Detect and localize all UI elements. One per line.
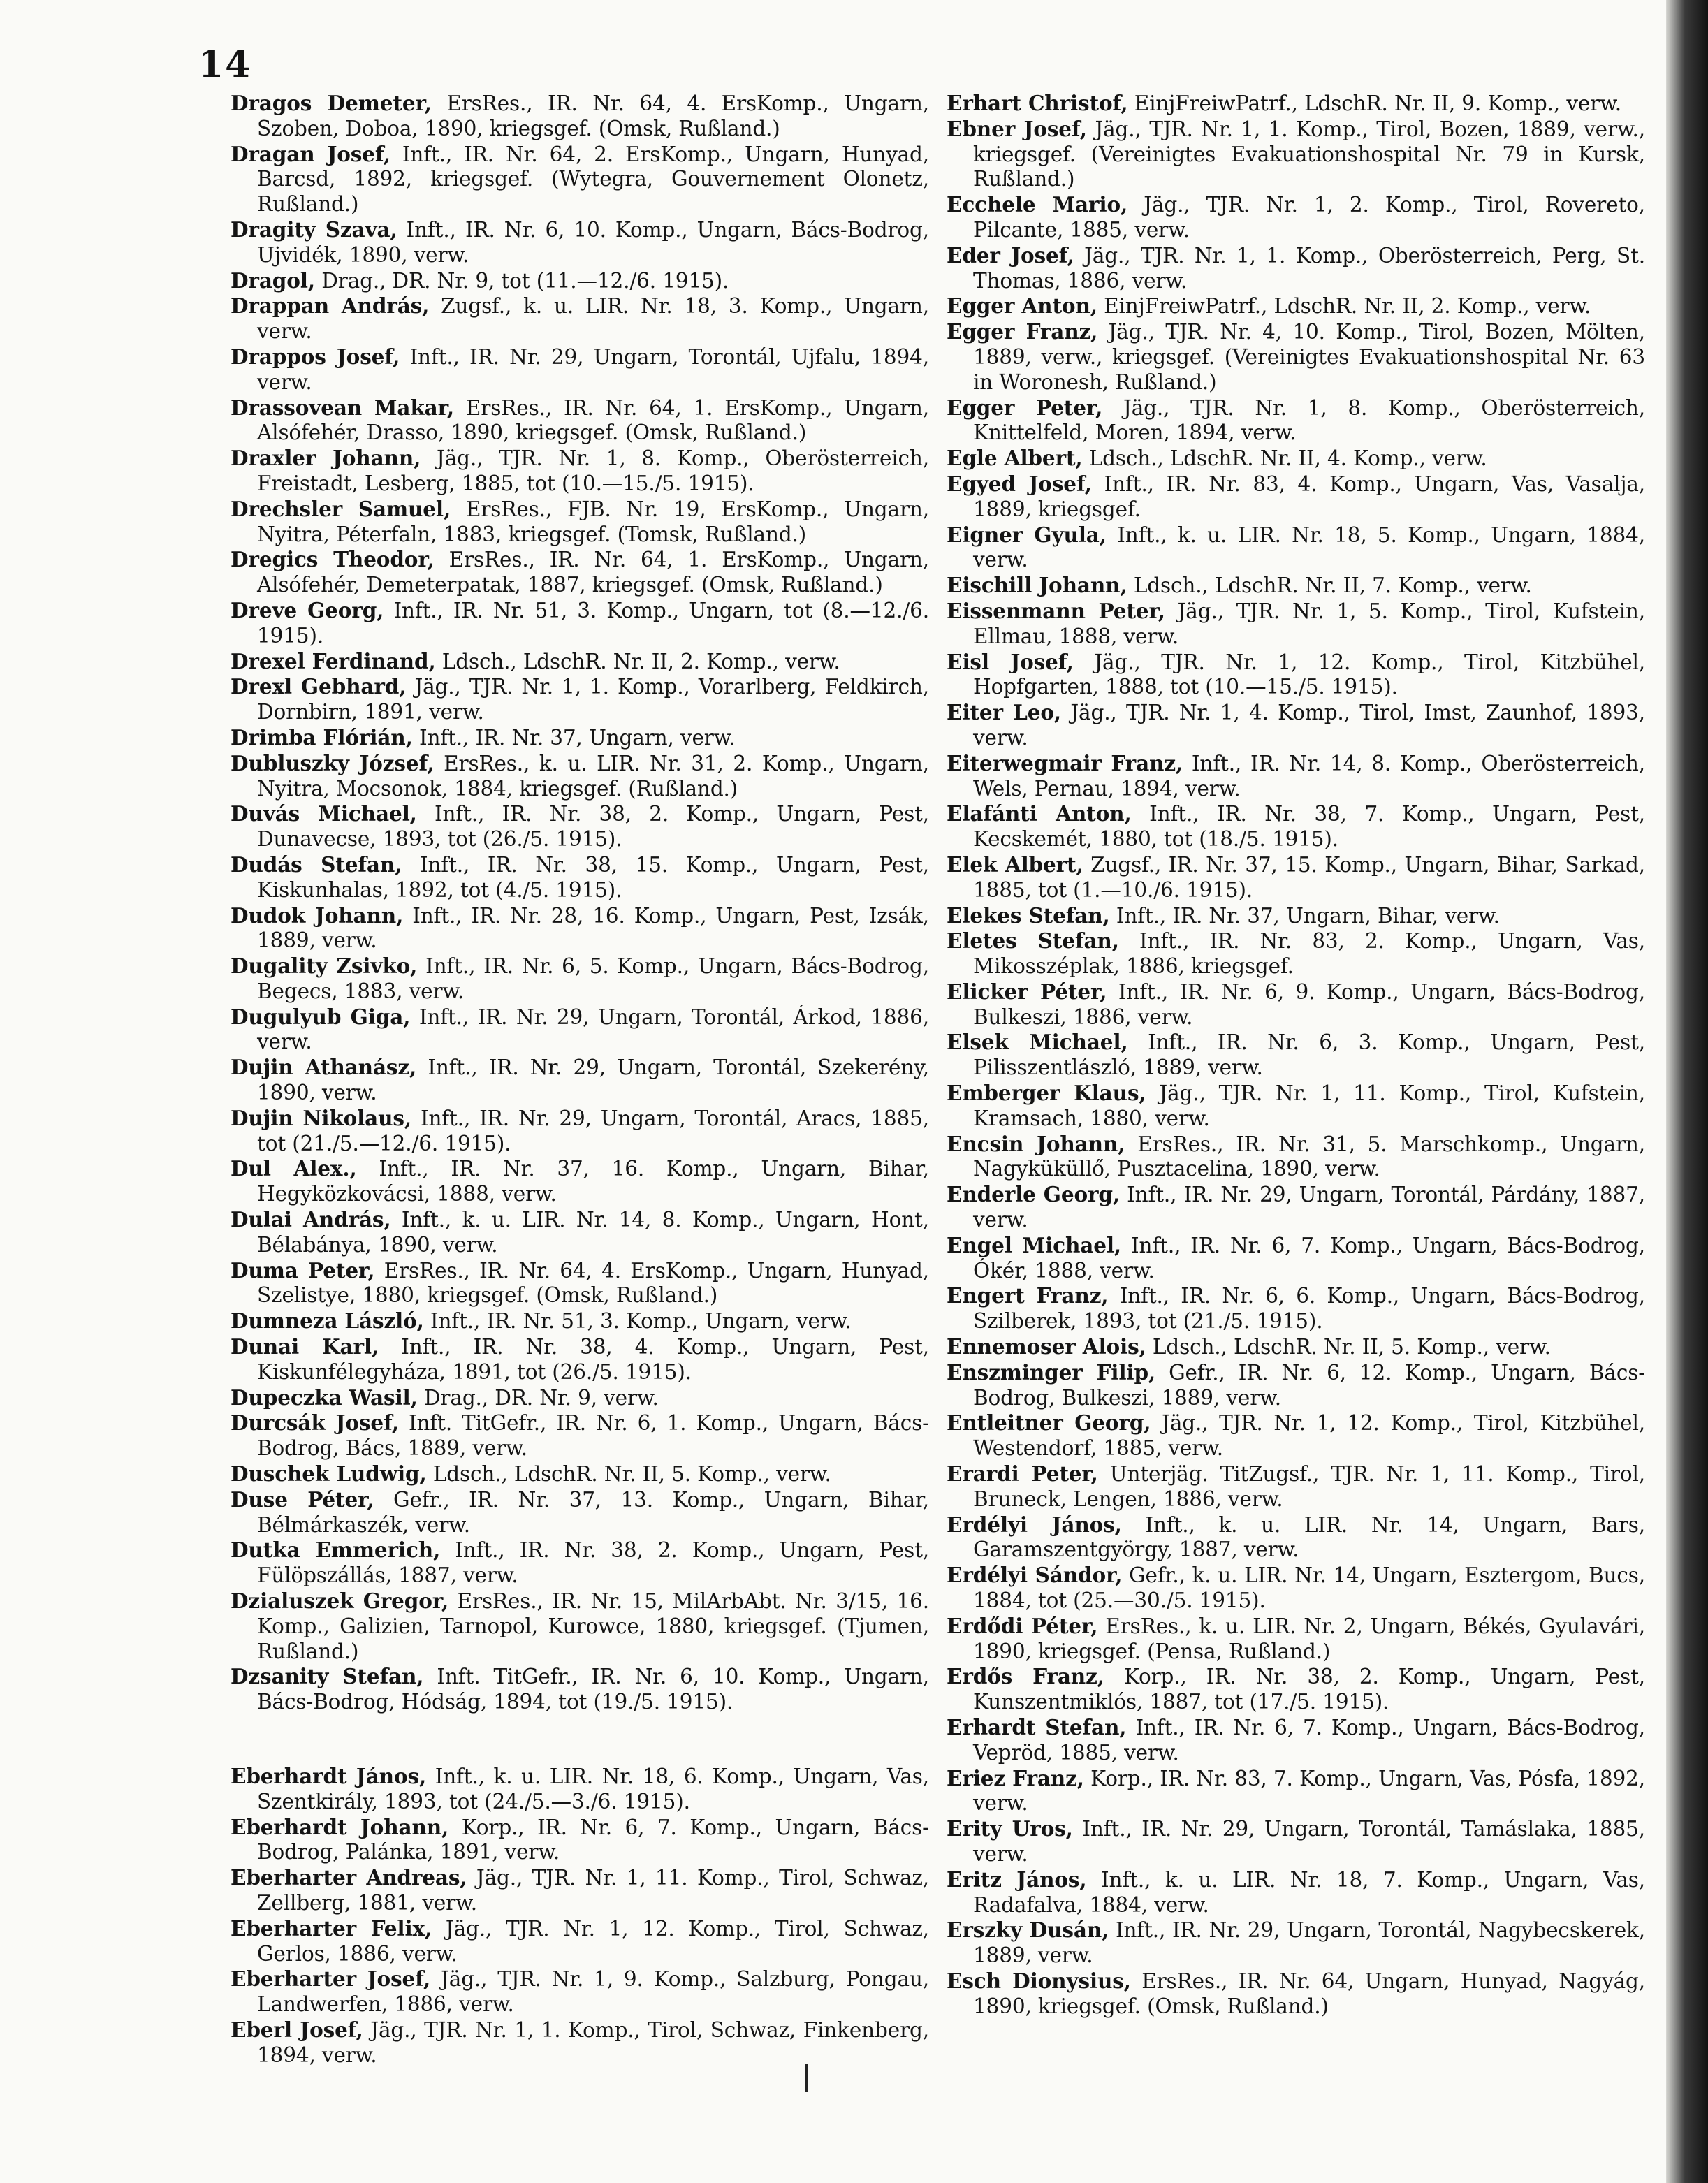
entry-name: Erdős Franz,: [947, 1664, 1104, 1689]
entry-name: Erity Uros,: [947, 1816, 1073, 1841]
register-entry: [947, 928, 1645, 979]
entry-name: Eberhardt János,: [231, 1764, 427, 1788]
entry-name: Eder Josef,: [947, 242, 1074, 268]
entry-name: Duschek Ludwig,: [231, 1461, 427, 1487]
entry-name: Drexl Gebhard,: [231, 674, 407, 699]
entry-name: Dunai Karl,: [231, 1334, 379, 1359]
register-entry: [947, 573, 1645, 599]
entry-details: Jäg., TJR. Nr. 1, 2. Komp., Tirol, Rovereto, Pilcante, 1885, verw.: [973, 193, 1645, 242]
entry-details: Jäg., TJR. Nr. 1, 9. Komp., Salzburg, Pongau, Landwerfen, 1886, verw.: [257, 1967, 929, 2017]
entry-details: Inft., IR. Nr. 38, 2. Komp., Ungarn, Pest, Dunavecse, 1893, tot (26./5. 1915).: [257, 802, 930, 852]
register-entry: [231, 903, 929, 954]
entries-e-block: [231, 1764, 929, 2068]
entry-details: Inft., k. u. LIR. Nr. 14, Ungarn, Bars, Garamszentgyörgy, 1887, verw.: [973, 1512, 1645, 1562]
register-entry: [947, 650, 1645, 701]
entry-name: Entleitner Georg,: [947, 1410, 1151, 1436]
register-entry: [947, 1816, 1645, 1867]
entry-name: Dragos Demeter,: [231, 91, 432, 115]
entry-details: Inft., IR. Nr. 83, 2. Komp., Ungarn, Vas, Mikosszéplak, 1886, kriegsgef.: [973, 929, 1646, 979]
entry-details: Ldsch., LdschR. Nr. II, 7. Komp., verw.: [1133, 574, 1532, 598]
entry-name: Erdődi Péter,: [947, 1613, 1098, 1638]
register-entry: [231, 801, 929, 852]
register-entry: [231, 954, 929, 1005]
register-entry: [231, 1966, 929, 2017]
entry-name: Eriez Franz,: [947, 1765, 1084, 1790]
entry-name: Drexel Ferdinand,: [231, 648, 436, 673]
register-entry: [231, 1764, 929, 1815]
register-entry: [231, 91, 929, 142]
entry-name: Elsek Michael,: [947, 1030, 1128, 1055]
entry-name: Eletes Stefan,: [947, 928, 1119, 954]
entry-details: ErsRes., IR. Nr. 15, MilArbAbt. Nr. 3/15, 16. Komp., Galizien, Tarnopol, Kurowce, 1880, kriegsgef. (Tjumen, Rußland.): [257, 1589, 929, 1663]
register-entry: [947, 1715, 1645, 1766]
entry-details: Ldsch., LdschR. Nr. II, 4. Komp., verw.: [1088, 446, 1487, 471]
entry-name: Dumneza László,: [231, 1308, 424, 1334]
register-entry: [231, 1207, 929, 1258]
register-entry: [231, 674, 929, 725]
register-entry: [231, 1005, 929, 1056]
entry-name: Engert Franz,: [947, 1283, 1109, 1308]
register-entry: [947, 1030, 1645, 1081]
register-entry: [947, 852, 1645, 903]
register-entry: [947, 1512, 1645, 1563]
register-entry: [231, 446, 929, 497]
entry-details: Drag., DR. Nr. 9, verw.: [423, 1385, 659, 1410]
entry-name: Dupeczka Wasil,: [231, 1385, 418, 1410]
entry-name: Egger Anton,: [947, 293, 1097, 319]
entry-details: Jäg., TJR. Nr. 1, 8. Komp., Oberösterreich, Knittelfeld, Moren, 1894, verw.: [973, 395, 1645, 445]
entry-details: Inft., IR. Nr. 6, 7. Komp., Ungarn, Bács-Bodrog, Vepröd, 1885, verw.: [973, 1716, 1645, 1765]
entry-details: ErsRes., k. u. LIR. Nr. 31, 2. Komp., Ungarn, Nyitra, Mocsonok, 1884, kriegsgef. (Rußland.): [257, 751, 929, 801]
register-entry: [231, 725, 929, 751]
register-entry: [947, 903, 1645, 929]
entry-name: Dreve Georg,: [231, 597, 384, 622]
entry-name: Drechsler Samuel,: [231, 496, 451, 521]
entry-details: Zugsf., IR. Nr. 37, 15. Komp., Ungarn, Bihar, Sarkad, 1885, tot (1.—10./6. 1915).: [973, 852, 1645, 902]
entry-details: Inft., k. u. LIR. Nr. 14, 8. Komp., Ungarn, Hont, Bélabánya, 1890, verw.: [257, 1208, 929, 1257]
entry-name: Eberharter Andreas,: [231, 1865, 467, 1890]
gutter-mark: [805, 2064, 808, 2092]
entry-details: Inft., IR. Nr. 6, 3. Komp., Ungarn, Pest, Pilisszentlászló, 1889, verw.: [973, 1030, 1645, 1080]
entry-name: Enszminger Filip,: [947, 1359, 1156, 1385]
entry-name: Egger Peter,: [947, 395, 1103, 420]
entry-name: Emberger Klaus,: [947, 1081, 1146, 1106]
entry-details: ErsRes., k. u. LIR. Nr. 2, Ungarn, Békés, Gyulavári, 1890, kriegsgef. (Pensa, Rußland.): [973, 1614, 1645, 1663]
entry-name: Ennemoser Alois,: [947, 1334, 1146, 1359]
entry-details: Jäg., TJR. Nr. 1, 11. Komp., Tirol, Schwaz, Zellberg, 1881, verw.: [257, 1866, 929, 1915]
entry-name: Eisl Josef,: [947, 649, 1074, 674]
register-entry: [231, 1865, 929, 1916]
entry-name: Duvás Michael,: [231, 801, 417, 826]
entry-name: Drappos Josef,: [231, 344, 400, 369]
register-entry: [231, 547, 929, 598]
entry-details: ErsRes., IR. Nr. 64, 4. ErsKomp., Ungarn, Szoben, Doboa, 1890, kriegsgef. (Omsk, Rußland.): [257, 92, 929, 140]
entry-details: ErsRes., FJB. Nr. 19, ErsKomp., Ungarn, Nyitra, Péterfaln, 1883, kriegsgef. (Tomsk, Rußland.): [257, 497, 929, 546]
entry-details: Jäg., TJR. Nr. 1, 12. Komp., Tirol, Kitzbühel, Westendorf, 1885, verw.: [973, 1411, 1645, 1461]
entry-details: Inft., IR. Nr. 37, Ungarn, verw.: [418, 725, 736, 750]
entry-name: Eberharter Josef,: [231, 1966, 431, 1992]
entry-name: Eissenmann Peter,: [947, 598, 1165, 623]
entry-name: Enderle Georg,: [947, 1182, 1120, 1207]
entry-name: Dragol,: [231, 268, 315, 293]
entry-name: Durcsák Josef,: [231, 1410, 399, 1436]
entry-name: Elafánti Anton,: [947, 801, 1132, 826]
entry-details: Jäg., TJR. Nr. 1, 12. Komp., Tirol, Schwaz, Gerlos, 1886, verw.: [257, 1916, 930, 1966]
entry-name: Egger Franz,: [947, 319, 1098, 344]
page-edge-shadow: [1666, 0, 1708, 2183]
entry-name: Dragity Szava,: [231, 217, 397, 242]
register-entry: [947, 1563, 1645, 1614]
entry-details: EinjFreiwPatrf., LdschR. Nr. II, 9. Komp., verw.: [1134, 92, 1621, 115]
entry-details: Inft., IR. Nr. 6, 9. Komp., Ungarn, Bács-Bodrog, Bulkeszi, 1886, verw.: [973, 979, 1645, 1029]
register-entry: [947, 117, 1645, 192]
entry-details: Jäg., TJR. Nr. 1, 12. Komp., Tirol, Kitzbühel, Hopfgarten, 1888, tot (10.—15./5. 1915).: [973, 650, 1646, 699]
entry-name: Engel Michael,: [947, 1232, 1122, 1257]
register-entry: [947, 1867, 1645, 1918]
entry-details: Zugsf., k. u. LIR. Nr. 18, 3. Komp., Ungarn, verw.: [257, 294, 930, 344]
register-entry: [231, 1385, 929, 1411]
register-entry: [947, 1461, 1645, 1512]
entry-details: Inft., IR. Nr. 6, 5. Komp., Ungarn, Bács-Bodrog, Begecs, 1883, verw.: [257, 954, 929, 1003]
entry-name: Dzsanity Stefan,: [231, 1664, 424, 1689]
section-gap: [231, 1715, 929, 1764]
entry-name: Egyed Josef,: [947, 471, 1092, 496]
register-entry: [231, 1334, 929, 1385]
entry-details: Jäg., TJR. Nr. 1, 1. Komp., Vorarlberg, Feldkirch, Dornbirn, 1891, verw.: [257, 675, 930, 724]
entry-name: Eiter Leo,: [947, 700, 1061, 725]
entry-details: Inft., k. u. LIR. Nr. 18, 6. Komp., Ungarn, Vas, Szentkirály, 1893, tot (24./5.—3./6. 1915).: [257, 1765, 929, 1813]
entry-details: Inft., IR. Nr. 38, 7. Komp., Ungarn, Pest, Kecskemét, 1880, tot (18./5. 1915).: [973, 802, 1645, 852]
entry-details: Inft., IR. Nr. 29, Ungarn, Torontál, Párdány, 1887, verw.: [973, 1183, 1645, 1232]
entry-details: Inft., IR. Nr. 38, 15. Komp., Ungarn, Pest, Kiskunhalas, 1892, tot (4./5. 1915).: [257, 852, 929, 902]
entry-details: Jäg., TJR. Nr. 4, 10. Komp., Tirol, Bozen, Mölten, 1889, verw., kriegsgef. (Vereinigtes Evakuationshospital Nr. 63 in Woronesh, Rußland.): [973, 320, 1645, 394]
entry-name: Drappan András,: [231, 293, 430, 319]
register-entry: [231, 1308, 929, 1334]
left-column: [231, 91, 929, 2068]
entry-name: Eiterwegmair Franz,: [947, 750, 1183, 775]
entry-name: Dutka Emmerich,: [231, 1538, 441, 1563]
register-entry: [231, 344, 929, 395]
register-entry: [947, 395, 1645, 446]
register-entry: [947, 1969, 1645, 2020]
register-entry: [231, 1258, 929, 1309]
entry-details: Inft., IR. Nr. 37, 16. Komp., Ungarn, Bihar, Hegyközkovácsi, 1888, verw.: [257, 1157, 929, 1206]
entry-name: Dudok Johann,: [231, 903, 404, 928]
entry-name: Draxler Johann,: [231, 446, 421, 471]
register-entry: [231, 142, 929, 217]
entry-details: Inft., IR. Nr. 29, Ungarn, Torontál, Árkod, 1886, verw.: [257, 1005, 929, 1054]
register-entry: [947, 1182, 1645, 1233]
entry-details: EinjFreiwPatrf., LdschR. Nr. II, 2. Komp., verw.: [1104, 294, 1591, 319]
register-entry: [231, 1156, 929, 1207]
entry-name: Esch Dionysius,: [947, 1968, 1131, 1993]
entry-name: Duse Péter,: [231, 1487, 374, 1512]
register-entry: [947, 1918, 1645, 1969]
register-entry: [947, 1334, 1645, 1360]
entry-name: Dulai András,: [231, 1207, 391, 1232]
register-entry: [947, 599, 1645, 650]
entry-name: Elicker Péter,: [947, 979, 1107, 1004]
entry-details: Inft., IR. Nr. 29, Ungarn, Torontál, Ujfalu, 1894, verw.: [257, 344, 929, 394]
entry-name: Encsin Johann,: [947, 1131, 1125, 1156]
entry-details: Inft., k. u. LIR. Nr. 18, 7. Komp., Ungarn, Vas, Radafalva, 1884, verw.: [973, 1867, 1645, 1917]
entry-details: Jäg., TJR. Nr. 1, 11. Komp., Tirol, Kufstein, Kramsach, 1880, verw.: [973, 1081, 1645, 1130]
register-entry: [947, 1360, 1645, 1411]
register-entry: [231, 293, 929, 344]
register-entry: [947, 91, 1645, 117]
entry-name: Eberl Josef,: [231, 2017, 363, 2042]
entry-details: ErsRes., IR. Nr. 64, 1. ErsKomp., Ungarn, Alsófehér, Drasso, 1890, kriegsgef. (Omsk, Rußland.): [257, 395, 929, 445]
entry-name: Drassovean Makar,: [231, 395, 454, 420]
entry-details: Inft., IR. Nr. 6, 7. Komp., Ungarn, Bács-Bodrog, Ókér, 1888, verw.: [973, 1233, 1645, 1283]
entry-details: Inft., IR. Nr. 29, Ungarn, Torontál, Nagybecskerek, 1889, verw.: [973, 1918, 1646, 1968]
entry-details: Korp., IR. Nr. 6, 7. Komp., Ungarn, Bács-Bodrog, Palánka, 1891, verw.: [257, 1815, 929, 1864]
entry-details: Inft. TitGefr., IR. Nr. 6, 1. Komp., Ungarn, Bács-Bodrog, Bács, 1889, verw.: [257, 1411, 929, 1461]
entry-details: ErsRes., IR. Nr. 64, Ungarn, Hunyad, Nagyág, 1890, kriegsgef. (Omsk, Rußland.): [973, 1969, 1645, 2018]
entry-details: Ldsch., LdschR. Nr. II, 5. Komp., verw.: [1152, 1335, 1551, 1359]
register-entry: [947, 801, 1645, 852]
entry-name: Drimba Flórián,: [231, 724, 413, 750]
entry-details: Inft., IR. Nr. 29, Ungarn, Torontál, Aracs, 1885, tot (21./5.—12./6. 1915).: [257, 1106, 929, 1155]
entry-name: Eberhardt Johann,: [231, 1814, 449, 1839]
register-entry: [231, 1055, 929, 1106]
register-entry: [947, 1766, 1645, 1817]
entry-details: Jäg., TJR. Nr. 1, 1. Komp., Tirol, Bozen, 1889, verw., kriegsgef. (Vereinigtes Evakuationshospital Nr. 79 in Kursk, Rußland.): [973, 117, 1645, 191]
entry-name: Elek Albert,: [947, 852, 1083, 877]
entry-name: Eritz János,: [947, 1867, 1087, 1892]
entry-details: Inft., IR. Nr. 38, 4. Komp., Ungarn, Pest, Kiskunfélegyháza, 1891, tot (26./5. 1915).: [257, 1335, 929, 1384]
entry-details: Inft., IR. Nr. 64, 2. ErsKomp., Ungarn, Hunyad, Barcsd, 1892, kriegsgef. (Wytegra, Gouvernement Olonetz, Rußland.): [257, 142, 930, 217]
register-entry: [231, 1410, 929, 1461]
register-entry: [231, 2017, 929, 2068]
register-entry: [231, 852, 929, 903]
register-entry: [231, 497, 929, 548]
register-entry: [231, 1664, 929, 1715]
entry-details: Gefr., k. u. LIR. Nr. 14, Ungarn, Esztergom, Bucs, 1884, tot (25.—30./5. 1915).: [973, 1563, 1646, 1613]
register-entry: [231, 649, 929, 675]
entry-name: Dujin Nikolaus,: [231, 1105, 412, 1130]
entry-details: Korp., IR. Nr. 83, 7. Komp., Ungarn, Vas, Pósfa, 1892, verw.: [973, 1766, 1645, 1816]
register-entry: [947, 1233, 1645, 1284]
entry-details: Korp., IR. Nr. 38, 2. Komp., Ungarn, Pest, Kunszentmiklós, 1887, tot (17./5. 1915).: [973, 1665, 1645, 1714]
entry-details: Jäg., TJR. Nr. 1, 5. Komp., Tirol, Kufstein, Ellmau, 1888, verw.: [973, 599, 1645, 648]
entry-name: Dragan Josef,: [231, 141, 390, 166]
entry-name: Egle Albert,: [947, 446, 1083, 471]
entry-name: Dudás Stefan,: [231, 852, 402, 877]
entry-details: Inft., IR. Nr. 29, Ungarn, Torontál, Szekerény, 1890, verw.: [257, 1056, 930, 1105]
entry-name: Eischill Johann,: [947, 573, 1127, 598]
register-entry: [947, 1410, 1645, 1461]
register-entry: [231, 598, 929, 649]
entry-name: Erdélyi Sándor,: [947, 1563, 1123, 1588]
register-entry: [947, 751, 1645, 802]
entry-name: Dujin Athanász,: [231, 1055, 417, 1080]
entry-name: Erszky Dusán,: [947, 1918, 1109, 1943]
register-entry: [947, 979, 1645, 1030]
right-column: [947, 91, 1645, 2020]
entry-details: Inft., IR. Nr. 83, 4. Komp., Ungarn, Vas, Vasalja, 1889, kriegsgef.: [973, 472, 1645, 521]
entry-name: Dugality Zsivko,: [231, 954, 418, 979]
register-entry: [231, 1487, 929, 1538]
entry-name: Dul Alex.,: [231, 1156, 357, 1181]
entry-name: Ebner Josef,: [947, 116, 1087, 141]
entry-details: Jäg., TJR. Nr. 1, 1. Komp., Tirol, Schwaz, Finkenberg, 1894, verw.: [257, 2017, 929, 2067]
entry-details: Inft., IR. Nr. 51, 3. Komp., Ungarn, verw.: [430, 1309, 852, 1334]
entry-details: Inft., IR. Nr. 29, Ungarn, Torontál, Tamáslaka, 1885, verw.: [973, 1817, 1646, 1866]
entry-details: Unterjäg. TitZugsf., TJR. Nr. 1, 11. Komp., Tirol, Bruneck, Lengen, 1886, verw.: [973, 1462, 1646, 1511]
entry-name: Dubluszky József,: [231, 750, 435, 775]
entry-name: Erhart Christof,: [947, 91, 1128, 115]
entry-name: Dugulyub Giga,: [231, 1004, 411, 1029]
register-entry: [947, 1081, 1645, 1132]
entry-name: Ecchele Mario,: [947, 192, 1128, 217]
register-entry: [947, 1132, 1645, 1183]
entry-details: ErsRes., IR. Nr. 31, 5. Marschkomp., Ungarn, Nagyküküllő, Pusztacelina, 1890, verw.: [973, 1132, 1645, 1181]
entry-details: Jäg., TJR. Nr. 1, 1. Komp., Oberösterreich, Perg, St. Thomas, 1886, verw.: [973, 243, 1646, 293]
register-entry: [947, 319, 1645, 395]
entry-details: Gefr., IR. Nr. 37, 13. Komp., Ungarn, Bihar, Bélmárkaszék, verw.: [257, 1487, 930, 1537]
entry-name: Duma Peter,: [231, 1257, 375, 1283]
entry-details: ErsRes., IR. Nr. 64, 4. ErsKomp., Ungarn, Hunyad, Szelistye, 1880, kriegsgef. (Omsk, Rußland.): [257, 1258, 929, 1308]
register-entry: [231, 268, 929, 294]
register-entry: [947, 700, 1645, 751]
entry-details: Inft., k. u. LIR. Nr. 18, 5. Komp., Ungarn, 1884, verw.: [973, 523, 1645, 572]
register-entry: [947, 523, 1645, 574]
entry-details: Gefr., IR. Nr. 6, 12. Komp., Ungarn, Bács-Bodrog, Bulkeszi, 1889, verw.: [973, 1360, 1646, 1410]
register-entry: [231, 1589, 929, 1664]
entry-details: Jäg., TJR. Nr. 1, 8. Komp., Oberösterreich, Freistadt, Lesberg, 1885, tot (10.—15./5. 1915).: [257, 446, 929, 495]
entry-name: Erhardt Stefan,: [947, 1715, 1127, 1739]
entry-details: Inft., IR. Nr. 38, 2. Komp., Ungarn, Pest, Fülöpszállás, 1887, verw.: [257, 1538, 930, 1588]
entry-name: Eberharter Felix,: [231, 1915, 432, 1941]
register-entry: [947, 293, 1645, 319]
entry-name: Dregics Theodor,: [231, 547, 435, 572]
entry-details: Ldsch., LdschR. Nr. II, 5. Komp., verw.: [432, 1462, 831, 1487]
register-entry: [231, 1538, 929, 1589]
entry-name: Erardi Peter,: [947, 1461, 1098, 1487]
entries-d-block: [231, 91, 929, 1715]
entry-details: Ldsch., LdschR. Nr. II, 2. Komp., verw.: [441, 649, 840, 673]
entries-e-continued: [947, 91, 1645, 2020]
entry-details: Drag., DR. Nr. 9, tot (11.—12./6. 1915).: [321, 268, 729, 293]
entry-details: Inft., IR. Nr. 6, 10. Komp., Ungarn, Bács-Bodrog, Ujvidék, 1890, verw.: [257, 217, 929, 267]
entry-details: Inft., IR. Nr. 37, Ungarn, Bihar, verw.: [1116, 903, 1500, 928]
entry-details: Inft. TitGefr., IR. Nr. 6, 10. Komp., Ungarn, Bács-Bodrog, Hódság, 1894, tot (19./5. 1915).: [257, 1665, 929, 1714]
register-entry: [947, 1614, 1645, 1665]
entry-name: Erdélyi János,: [947, 1512, 1122, 1537]
register-entry: [231, 1106, 929, 1157]
page-number: 14: [198, 43, 252, 86]
entry-details: Inft., IR. Nr. 51, 3. Komp., Ungarn, tot (8.—12./6. 1915).: [257, 598, 929, 648]
entry-name: Dzialuszek Gregor,: [231, 1589, 449, 1614]
register-entry: [947, 192, 1645, 243]
register-entry: [947, 1283, 1645, 1334]
register-entry: [947, 472, 1645, 523]
entry-details: Inft., IR. Nr. 28, 16. Komp., Ungarn, Pest, Izsák, 1889, verw.: [257, 903, 929, 953]
register-entry: [231, 217, 929, 268]
entry-details: Inft., IR. Nr. 6, 6. Komp., Ungarn, Bács-Bodrog, Szilberek, 1893, tot (21./5. 1915).: [973, 1284, 1645, 1334]
register-entry: [231, 1815, 929, 1866]
entry-name: Elekes Stefan,: [947, 903, 1110, 928]
register-entry: [231, 1461, 929, 1487]
entry-details: Inft., IR. Nr. 14, 8. Komp., Oberösterreich, Wels, Pernau, 1894, verw.: [973, 751, 1645, 801]
entry-details: ErsRes., IR. Nr. 64, 1. ErsKomp., Ungarn, Alsófehér, Demeterpatak, 1887, kriegsgef. (Omsk, Rußland.): [257, 548, 929, 597]
register-entry: [231, 395, 929, 446]
register-entry: [947, 243, 1645, 294]
entry-details: Jäg., TJR. Nr. 1, 4. Komp., Tirol, Imst, Zaunhof, 1893, verw.: [973, 701, 1646, 750]
entry-name: Eigner Gyula,: [947, 522, 1107, 547]
register-entry: [947, 446, 1645, 472]
register-entry: [231, 1916, 929, 1967]
register-entry: [947, 1664, 1645, 1715]
register-entry: [231, 751, 929, 802]
